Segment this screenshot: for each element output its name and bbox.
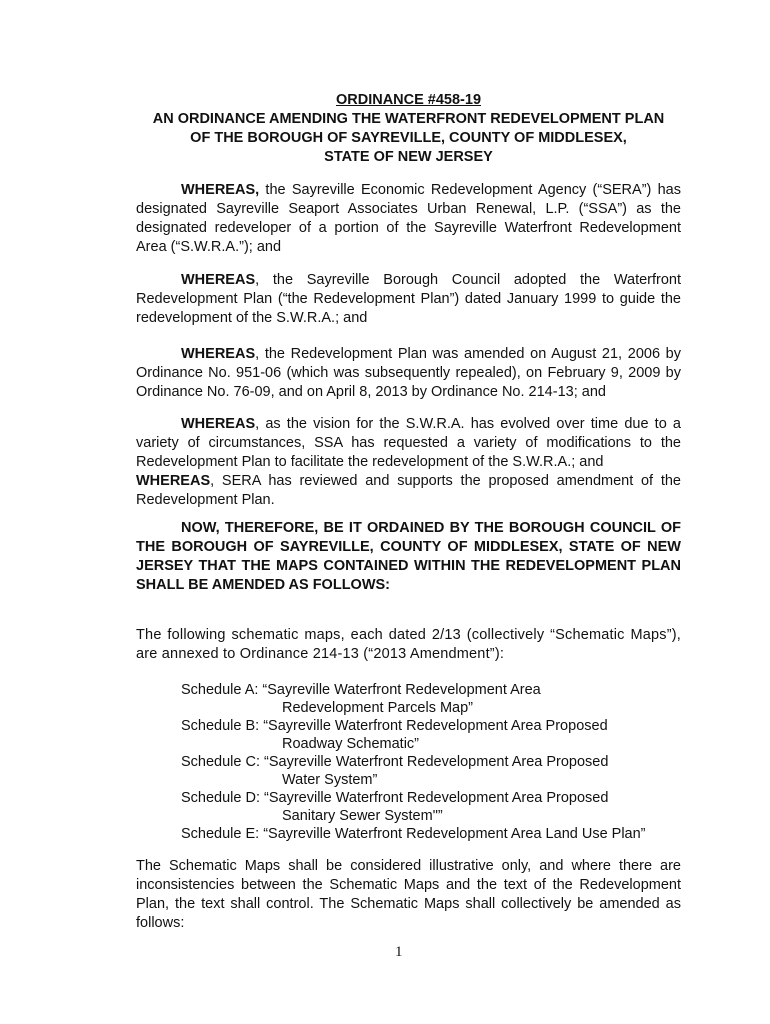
whereas-paragraph-3 <box>136 345 681 402</box>
whereas-lead: WHEREAS <box>181 346 256 362</box>
paragraph-text: , the Sayreville Borough Council adopted the Waterfront Redevelopment Plan (“the Redevelopment Plan”) dated January 1999 to guide the redevelopment of the S.W.R.A.; and <box>136 272 681 326</box>
schedule-c-continued: Water System” <box>282 772 378 788</box>
ordinance-number: ORDINANCE #458-19 <box>335 92 482 108</box>
paragraph-text: , the Redevelopment Plan was amended on August 21, 2006 by Ordinance No. 951-06 (which was subsequently repealed), on February 9, 2009 by Ordinance No. 76-09, and on April 8, 2013 by Ordinance No. 214-13; and <box>136 346 681 400</box>
resolution-paragraph <box>136 519 681 595</box>
ordinance-title-line-1: AN ORDINANCE AMENDING THE WATERFRONT REDEVELOPMENT PLAN <box>152 111 665 127</box>
paragraph-text: , SERA has reviewed and supports the proposed amendment of the Redevelopment Plan. <box>136 473 681 508</box>
whereas-lead: WHEREAS <box>136 473 211 489</box>
paragraph-text: , as the vision for the S.W.R.A. has evolved over time due to a variety of circumstances, SSA has requested a variety of modifications to the Redevelopment Plan to facilitate the redevelopment of the S.W.R.A.; and <box>136 416 681 470</box>
schedule-e: Schedule E: “Sayreville Waterfront Redevelopment Area Land Use Plan” <box>181 826 646 842</box>
ordinance-title-line-2: OF THE BOROUGH OF SAYREVILLE, COUNTY OF MIDDLESEX, <box>190 130 627 146</box>
schedule-list <box>181 681 681 843</box>
whereas-paragraph-1 <box>136 181 681 257</box>
whereas-lead: WHEREAS, <box>181 182 260 198</box>
schematic-maps-closing-paragraph <box>136 857 681 933</box>
schedule-a-continued: Redevelopment Parcels Map” <box>282 700 474 716</box>
schedule-d-continued: Sanitary Sewer System"” <box>282 808 443 824</box>
paragraph-text: The following schematic maps, each dated 2/13 (collectively “Schematic Maps”), are annexed to Ordinance 214-13 (“2013 Amendment”): <box>136 627 681 662</box>
schematic-maps-intro <box>136 626 681 664</box>
ordinance-title-block <box>136 91 681 167</box>
schedule-b-continued: Roadway Schematic” <box>282 736 419 752</box>
ordinance-title-line-3: STATE OF NEW JERSEY <box>324 149 493 165</box>
whereas-lead: WHEREAS <box>181 272 256 288</box>
whereas-lead: WHEREAS <box>181 416 256 432</box>
schedule-b: Schedule B: “Sayreville Waterfront Redevelopment Area Proposed <box>181 718 608 734</box>
page-number: 1 <box>395 944 403 960</box>
paragraph-text: The Schematic Maps shall be considered illustrative only, and where there are inconsistencies between the Schematic Maps and the text of the Redevelopment Plan, the text shall control. The Schematic Maps shall collectively be amended as follows: <box>136 858 681 931</box>
schedule-a: Schedule A: “Sayreville Waterfront Redevelopment Area <box>181 682 541 698</box>
schedule-d: Schedule D: “Sayreville Waterfront Redevelopment Area Proposed <box>181 790 609 806</box>
whereas-paragraph-4 <box>136 415 681 510</box>
whereas-paragraph-2 <box>136 271 681 328</box>
paragraph-text: the Sayreville Economic Redevelopment Agency (“SERA”) has designated Sayreville Seaport Associates Urban Renewal, L.P. (“SSA”) as the designated redeveloper of a portion of the Sayreville Waterfront Redevelopment Area (“S.W.R.A.”); and <box>136 182 681 255</box>
resolution-text: NOW, THEREFORE, BE IT ORDAINED BY THE BOROUGH COUNCIL OF THE BOROUGH OF SAYREVILLE, COUNTY OF MIDDLESEX, STATE OF NEW JERSEY THAT THE MAPS CONTAINED WITHIN THE REDEVELOPMENT PLAN SHALL BE AMENDED AS FOLLOWS: <box>136 520 681 593</box>
schedule-c: Schedule C: “Sayreville Waterfront Redevelopment Area Proposed <box>181 754 609 770</box>
